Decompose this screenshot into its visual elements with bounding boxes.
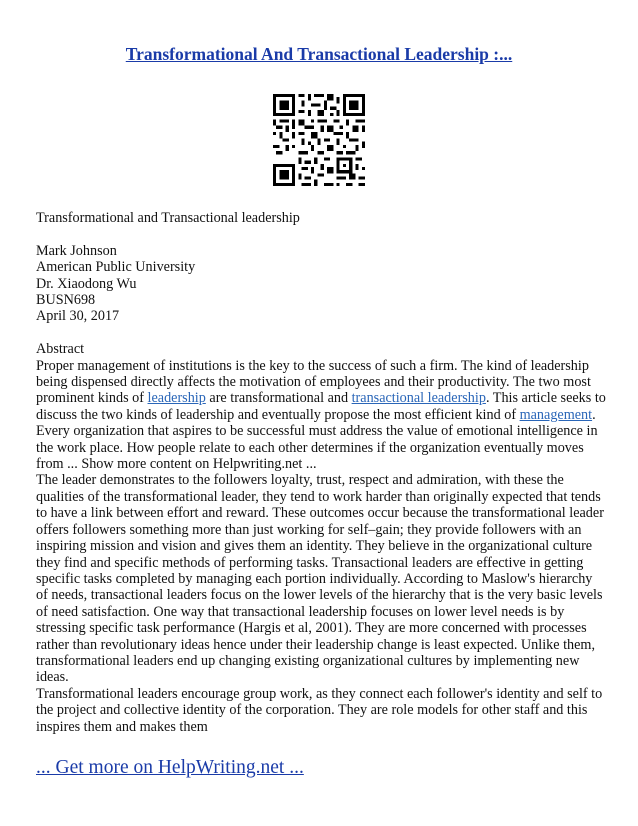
abstract-text-c: . This article seeks to discuss the two kinds of leadership and eventually propose the most efficient kind of	[36, 390, 606, 423]
abstract-label: Abstract	[36, 341, 85, 358]
document-heading: Transformational and Transactional leadership	[36, 210, 300, 226]
abstract-text-b: are transformational and	[205, 390, 352, 407]
page-title-link[interactable]: Transformational And Transactional Leadership :...	[125, 44, 513, 64]
transactional-leadership-link[interactable]: transactional leadership	[351, 390, 486, 407]
get-more-link[interactable]: ... Get more on HelpWriting.net ...	[36, 757, 304, 778]
author-name: Mark Johnson	[36, 242, 117, 259]
management-link[interactable]: management	[519, 406, 593, 423]
document-body	[36, 210, 606, 735]
professor-name: Dr. Xiaodong Wu	[36, 275, 137, 292]
body-paragraph-3: Transformational leaders encourage group work, as they connect each follower's identity and self to the project and collective identity of the corporation. They are role models for other staff and this inspires them and makes them	[36, 685, 603, 735]
document-date: April 30, 2017	[36, 308, 120, 325]
university-name: American Public University	[36, 259, 196, 276]
qr-code-icon	[273, 94, 365, 186]
abstract-text-d: . Every organization that aspires to be successful must address the value of emotional intelligence in the work place. How people relate to each other determines if the organization eventually moves from ... Show more content on Helpwriting.net ...	[36, 406, 598, 473]
course-code: BUSN698	[36, 292, 96, 309]
leadership-link[interactable]: leadership	[147, 390, 206, 407]
abstract-text-a: Proper management of institutions is the key to the success of such a firm. The kind of leadership being dispensed directly affects the motivation of employees and their productivity. The two most prominent kinds of	[36, 357, 591, 407]
abstract-paragraph	[36, 358, 606, 473]
body-paragraph-2: The leader demonstrates to the followers loyalty, trust, respect and admiration, with these the qualities of the transformational leader, they tend to work harder than originally expected that tends to have a link between effort and reward. These outcomes occur because the transformational leader offers followers something more than just working for self–gain; they provide followers with an inspiring mission and vision and gives them an identity. They believe in the organizational culture they find and specific methods of performing tasks. Transactional leaders are effective in getting specific tasks completed by managing each portion individually. According to Maslow's hierarchy of needs, transactional leaders focus on the lower levels of the hierarchy that is the very basic levels of need satisfaction. One way that transactional leadership focuses on lower level needs is by stressing specific task performance (Hargis et al, 2001). They are more concerned with processes rather than revolutionary ideas hence under their leadership change is least expected. Unlike them, transformational leaders end up changing existing organizational cultures by implementing new ideas.	[36, 472, 604, 686]
